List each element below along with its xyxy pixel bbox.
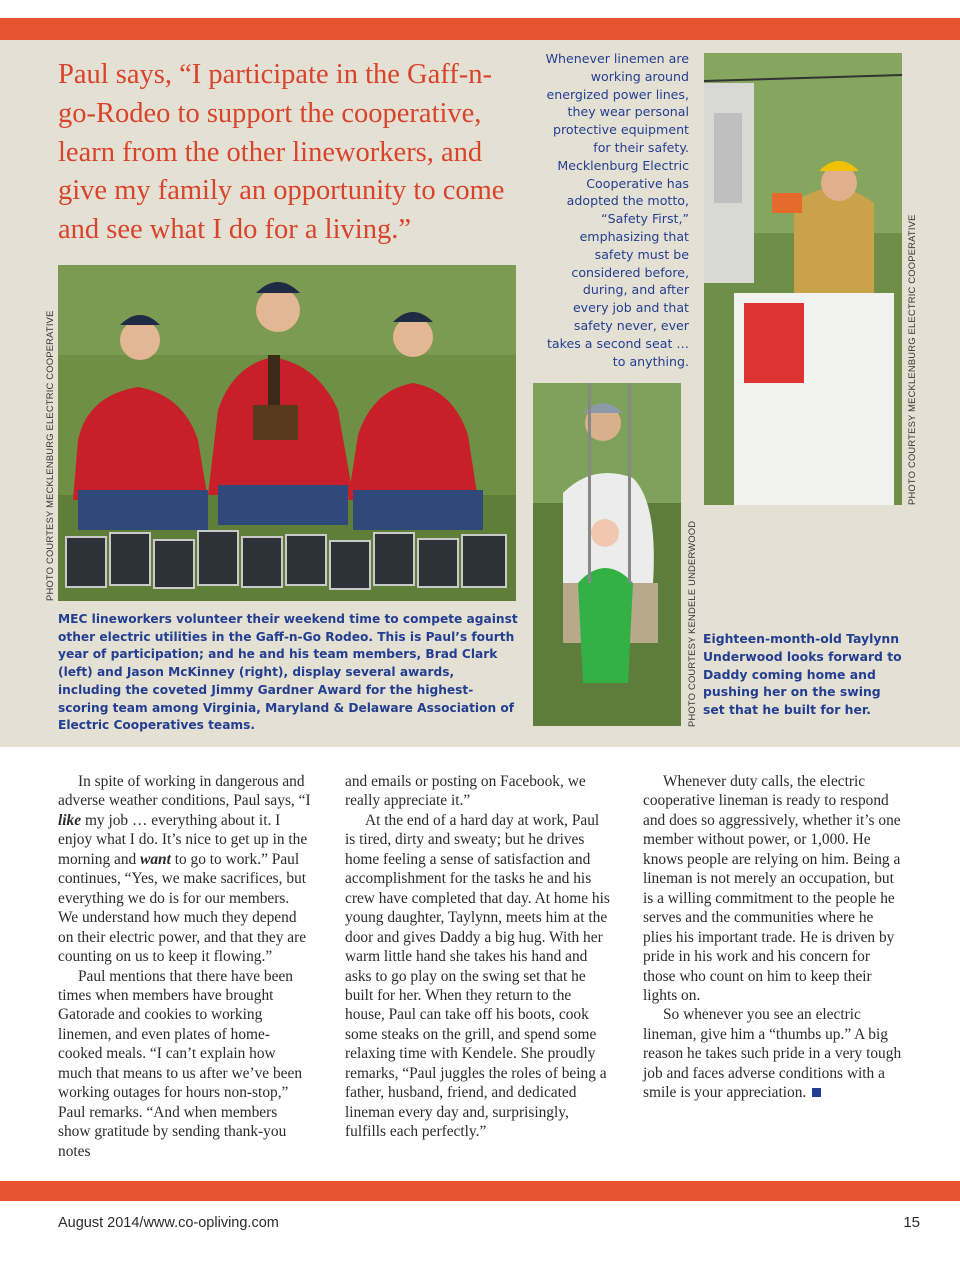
body-paragraph: Paul mentions that there have been times when members have brought Gatorade and cookies to working linemen, and even plates of home-cooked meals. “I can’t explain how much that means to us after we’ve been working outages for hours non-stop,” Paul remarks. “And when members show gratitude by sending thank-you notes [58,967,303,1160]
page-number: 15 [903,1214,920,1231]
body-paragraph: At the end of a hard day at work, Paul is tired, dirty and sweaty; but he drives home feeling a sense of satisfaction and accomplishment for the tasks he and his crew have completed that day. At home his young daughter, Taylynn, meets him at the door and gives Daddy a big hug. With her warm little hand she takes his hand and asks to go play on the swing set that he built for her. When they return to the house, Paul can take off his boots, cook some steaks on the grill, and spend some relaxing time with Kendele. She proudly remarks, “Paul juggles the roles of being a father, husband, friend, and dedicated lineman every day and, surprisingly, fulfills each perfectly.” [345,811,610,1141]
text-run: to go to work.” Paul continues, “Yes, we make sacrifices, but everything we do is for our members. We understand how much they depend on their electric power, and that they are counting on us to keep it flowing.” [58,850,307,966]
lineman-photo [704,53,902,505]
emphasis: want [140,850,171,868]
text-run: So whenever you see an electric lineman, give him a “thumbs up.” A big reason he takes such pride in a very tough job and faces adverse conditions with a smile is your appreciation. [643,1006,902,1102]
swing-photo-credit: PHOTO COURTESY KENDELE UNDERWOOD [686,520,697,727]
body-paragraph: Whenever duty calls, the electric cooperative lineman is ready to respond and does so aggressively, whether it’s one member without power, or 1,000. He knows people are relying on him. Being a lineman is not merely an occupation, but is a willing commitment to the people he serves and the communities where he plies his important trade. He is driven by pride in his work and his concern for those who count on him to keep their lights on. [643,773,901,1004]
body-column-2 [345,772,613,1142]
text-run: my job … everything about it. I enjoy what I do. It’s nice to get up in the morning and [58,811,308,868]
bottom-accent-bar [0,1181,960,1201]
footer-issue: August 2014/www.co-opliving.com [58,1215,279,1231]
body-paragraph [643,1005,903,1102]
top-accent-bar [0,18,960,40]
body-paragraph: and emails or posting on Facebook, we really appreciate it.” [345,773,586,810]
team-awards-photo [58,265,516,601]
text-run: In spite of working in dangerous and adverse weather conditions, Paul says, “I [58,773,311,810]
lineman-photo-credit: PHOTO COURTESY MECKLENBURG ELECTRIC COOPERATIVE [906,214,917,505]
team-photo-caption: MEC lineworkers volunteer their weekend time to compete against other electric utilities in the Gaff-n-Go Rodeo. This is Paul’s fourth year of participation; and he and his team members, Brad Clark (left) and Jason McKinney (right), display several awards, including the coveted Jimmy Gardner Award for the highest-scoring team among Virginia, Maryland & Delaware Association of Electric Cooperatives teams. [58,612,518,733]
body-column-3 [643,772,903,1103]
swing-photo-caption: Eighteen-month-old Taylynn Underwood looks forward to Daddy coming home and pushing her on the swing set that he built for her. [703,631,902,718]
end-of-story-mark [812,1088,821,1097]
body-column-1 [58,772,312,1161]
body-paragraph [58,772,312,967]
pull-quote: Paul says, “I participate in the Gaff-n-go-Rodeo to support the cooperative, learn from the other lineworkers, and give my family an opportunity to come and see what I do for a living.” [58,59,505,246]
safety-caption: Whenever linemen are working around energized power lines, they wear personal protective equipment for their safety. Mecklenburg Electric Cooperative has adopted the motto, “Safety First,” emphasizing that safety must be considered before, during, and after every job and that safety never, ever takes a second seat … to anything. [545,51,689,369]
team-photo-credit: PHOTO COURTESY MECKLENBURG ELECTRIC COOPERATIVE [44,310,55,601]
emphasis: like [58,811,82,829]
swing-photo [533,383,681,726]
